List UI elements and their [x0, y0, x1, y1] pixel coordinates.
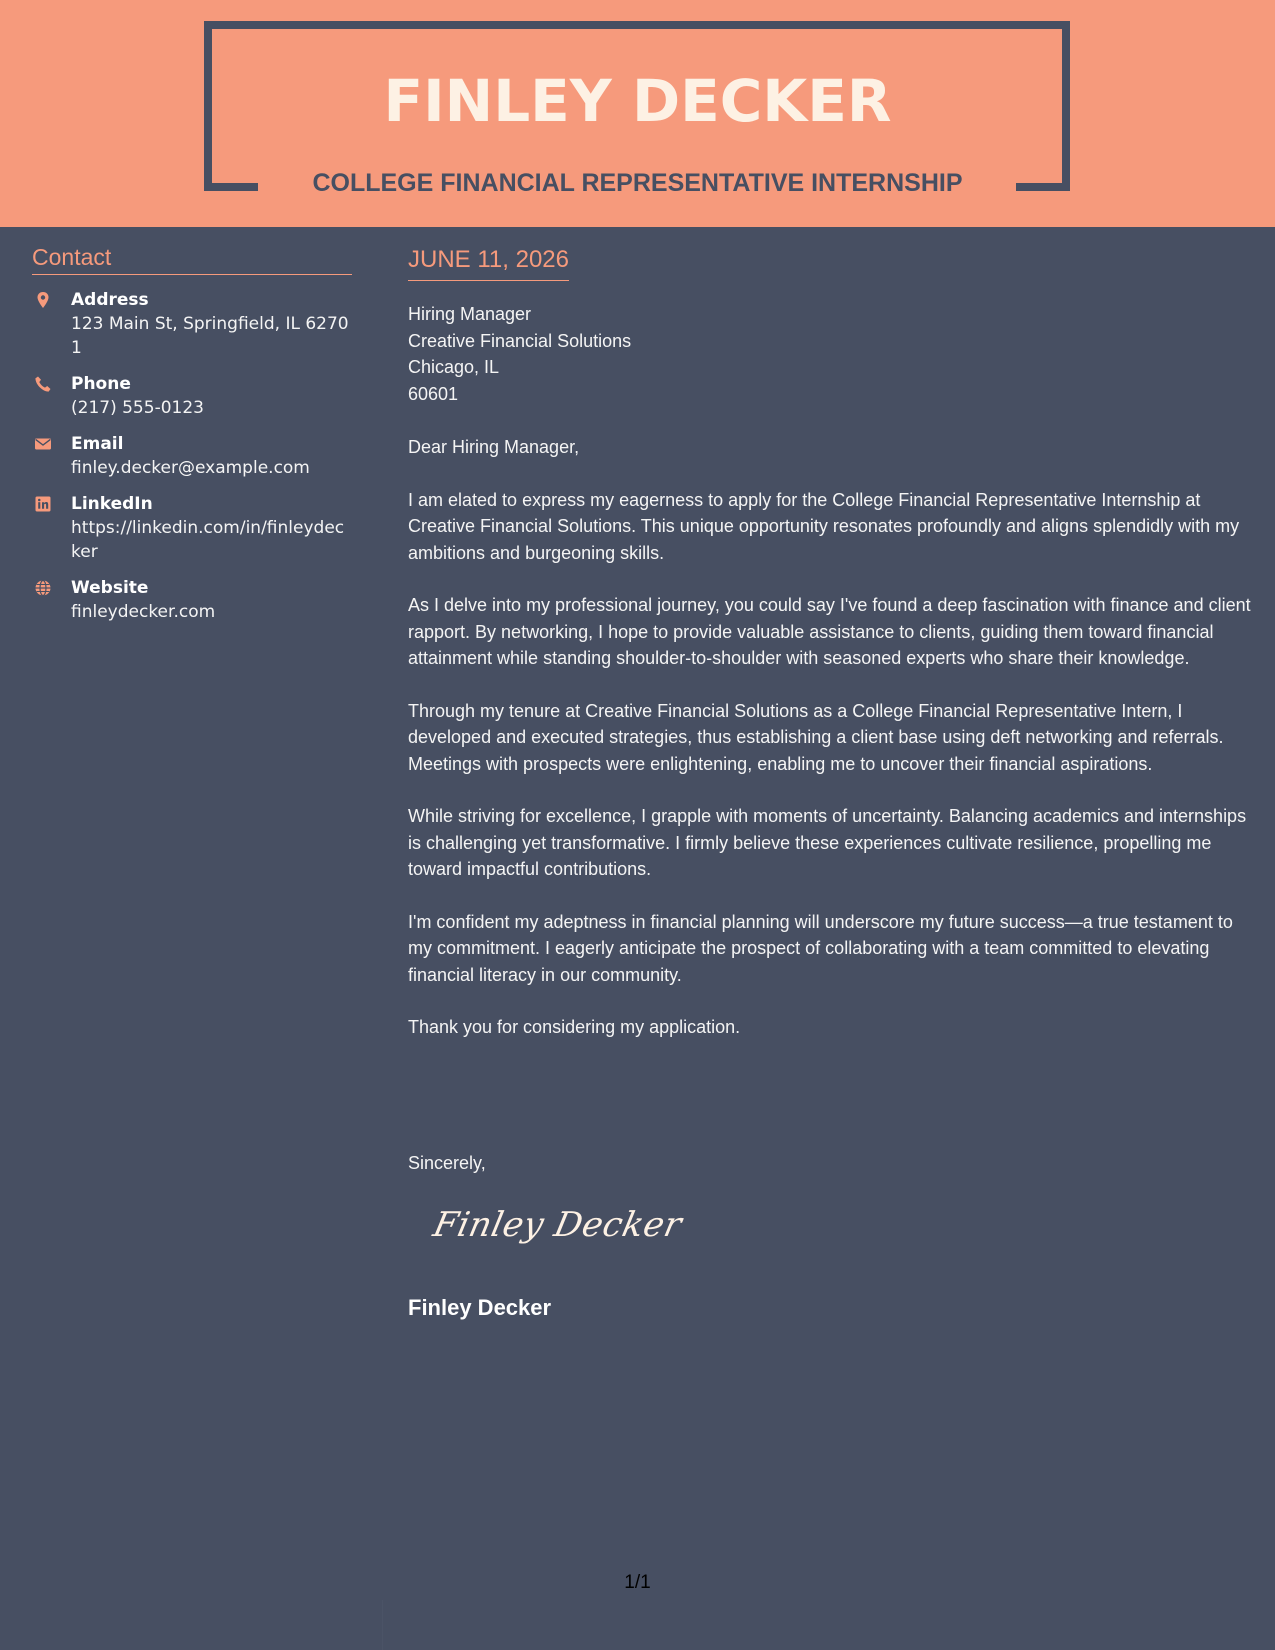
contact-label: Website	[71, 578, 149, 598]
contact-item-website	[32, 576, 352, 624]
letter-body	[408, 244, 1253, 1067]
header-banner	[0, 0, 1275, 227]
contact-label: LinkedIn	[71, 494, 153, 514]
greeting: Dear Hiring Manager,	[408, 437, 580, 457]
contact-item-address	[32, 288, 352, 360]
paragraph: Thank you for considering my application.	[408, 1017, 741, 1037]
recipient-line: Chicago, IL	[408, 357, 500, 377]
paragraph: I am elated to express my eagerness to apply for the College Financial Representative Internship at Creative Financial Solutions. This unique opportunity resonates profoundly and aligns splendidly with my ambitions and burgeoning skills.	[408, 489, 1240, 563]
contact-label: Email	[71, 434, 124, 454]
recipient-block	[408, 301, 1253, 407]
address-value: 123 Main St, Springfield, IL 62701	[71, 314, 349, 358]
contact-label: Phone	[71, 374, 131, 394]
location-pin-icon	[34, 291, 52, 309]
contact-heading: Contact	[32, 243, 352, 275]
linkedin-link[interactable]: https://linkedin.com/in/finleydecker	[71, 518, 345, 562]
recipient-line: Creative Financial Solutions	[408, 330, 632, 351]
column-divider	[382, 1600, 383, 1650]
phone-value[interactable]: (217) 555-0123	[71, 398, 204, 418]
recipient-line: 60601	[408, 383, 459, 404]
linkedin-icon	[34, 495, 52, 513]
recipient-line: Hiring Manager	[408, 304, 532, 324]
contact-item-email	[32, 432, 352, 480]
applicant-name: FINLEY DECKER	[383, 67, 892, 135]
paragraph: As I delve into my professional journey, you could say I've found a deep fascination with finance and client rapport. By networking, I hope to provide valuable assistance to clients, guiding them toward financial attainment while standing shoulder-to-shoulder with seasoned experts who share their knowledge.	[408, 595, 1251, 668]
contact-item-phone	[32, 372, 352, 420]
handwritten-signature: Finley Decker	[429, 1205, 686, 1245]
letter-paragraphs	[408, 487, 1253, 1041]
paragraph: While striving for excellence, I grapple with moments of uncertainty. Balancing academics and internships is challenging yet transformative. I firmly believe these experiences cultivate resilience, propelling me toward impactful contributions.	[408, 806, 1247, 879]
contact-list	[32, 288, 352, 624]
email-link[interactable]: finley.decker@example.com	[71, 458, 310, 478]
page-number: 1/1	[624, 1572, 651, 1593]
globe-icon	[34, 579, 52, 597]
letter-date: JUNE 11, 2026	[408, 244, 569, 281]
job-title: COLLEGE FINANCIAL REPRESENTATIVE INTERNSHIP	[312, 169, 963, 197]
website-link[interactable]: finleydecker.com	[71, 602, 216, 622]
contact-sidebar	[32, 243, 352, 636]
closing: Sincerely,	[408, 1153, 486, 1173]
paragraph: Through my tenure at Creative Financial Solutions as a College Financial Representative Intern, I developed and executed strategies, thus establishing a client base using deft networking and referrals. Meetings with prospects were enlightening, enabling me to uncover their financial aspirations.	[408, 700, 1224, 774]
signer-name: Finley Decker	[408, 1295, 552, 1320]
contact-label: Address	[71, 290, 149, 310]
paragraph: I'm confident my adeptness in financial planning will underscore my future success—a true testament to my commitment. I eagerly anticipate the prospect of collaborating with a team committed to elevating financial literacy in our community.	[408, 911, 1233, 985]
phone-icon	[34, 375, 52, 393]
frame-top-bar	[204, 21, 1070, 29]
contact-item-linkedin	[32, 492, 352, 564]
envelope-icon	[34, 435, 52, 453]
